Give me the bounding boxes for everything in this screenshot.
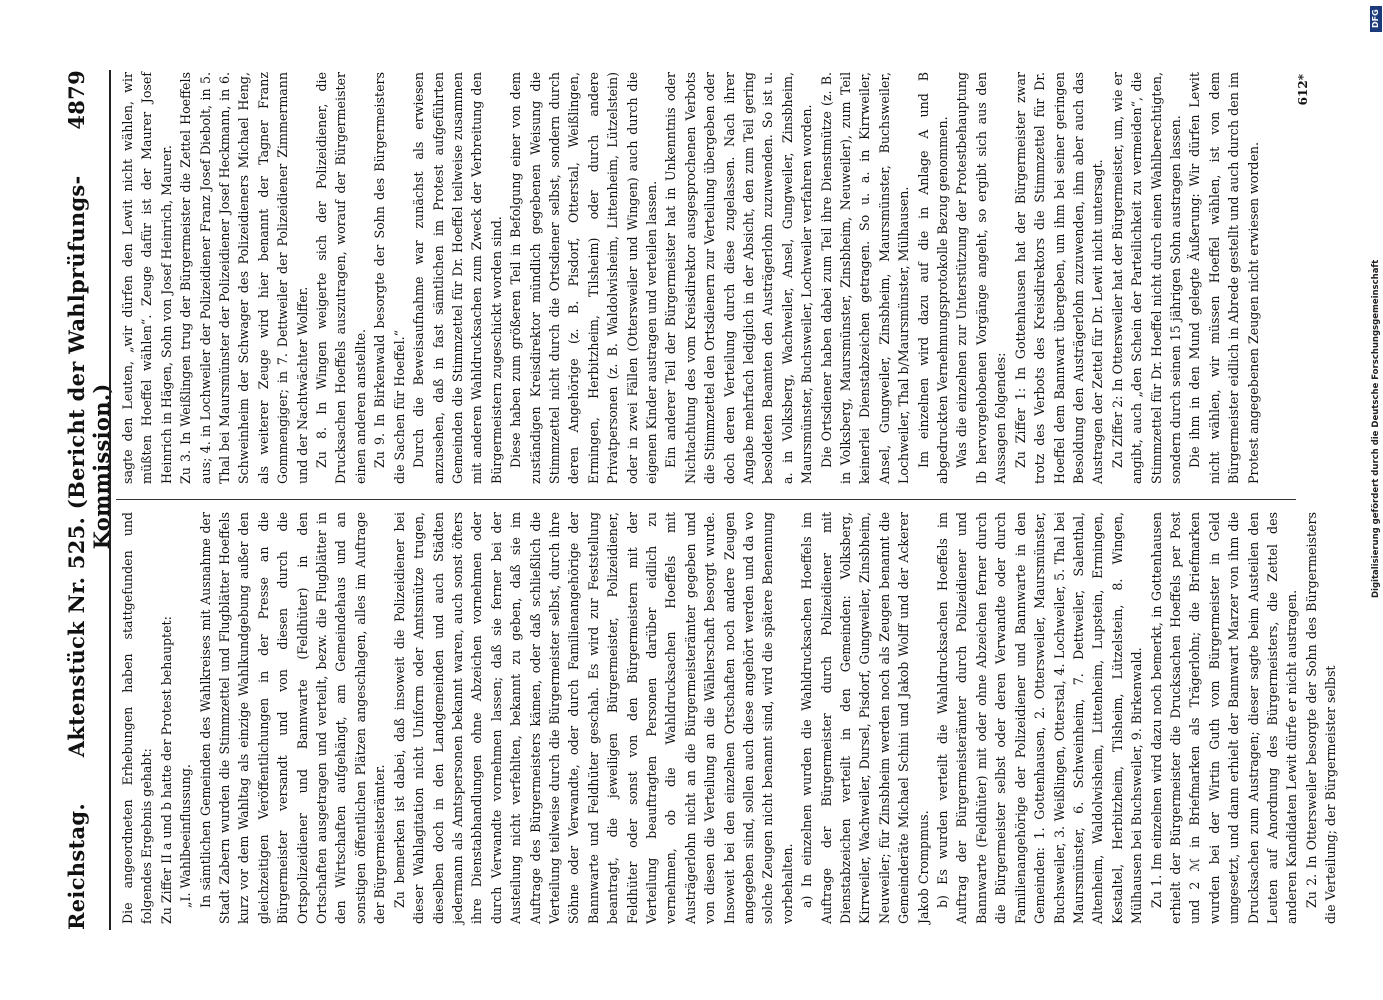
- right-column-paragraph: Diese haben zum größeren Teil in Befolgung einer von dem zuständigen Kreisdirektor mündlich gegebenen Weisung die Stimmzettel nicht durch die Ortsdiener selbst, sondern durch deren Angehörige (z. B. Pisdorf, Otterstal, Weißlingen, Ermingen, Herbitzheim, Tilsheim) oder durch andere Privatpersonen (z. B. Waldolwisheim, Littenheim, Lützelstein) oder in zwei Fällen (Ottersweiler und Wingen) auch durch die eigenen Kinder austragen und verteilen lassen.: [508, 72, 659, 484]
- digitization-note: Digitalisierung gefördert durch die Deutsche Forschungsgemeinschaft: [1371, 259, 1381, 598]
- left-column-paragraph: Die angeordneten Erhebungen haben stattgefunden und folgendes Ergebnis gehabt:: [120, 512, 155, 924]
- header-page-number: 4879: [64, 70, 89, 130]
- right-column-paragraph: Zu 3. In Weißlingen trug der Bürgermeister die Zettel Hoeffels aus; 4. in Lochweiler der Polizeidiener Franz Josef Diebolt, in 5. Thal bei Maursmünster der Polizeidiener Josef Heckmann, in 6. Schweinheim der Schwager des Polizeidieners Michael Heng, als weiterer Zeuge wird hier benannt der Tagner Franz Gommengiger; in 7. Dettweiler der Polizeidiener Zimmermann und der Nachtwächter Wolffer.: [178, 72, 310, 484]
- left-column-paragraph: „I. Wahlbeeinflussung.: [178, 764, 194, 908]
- column-divider: [116, 499, 1296, 500]
- header-rule: [109, 70, 111, 930]
- signature-mark: 612*: [1296, 74, 1310, 106]
- left-column-paragraph: a) In einzelnen wurden die Wahldrucksachen Hoeffels im Auftrage der Bürgermeister durch Polizeidiener mit Dienstabzeichen verteilt in den Gemeinden: Volksberg, Kirrweiler, Wachweiler, Dursel, Pisdorf, Gungweiler, Zinsbheim, Neuweiler; für Zinsbheim werden noch als Zeugen benannt die Gemeinderäte Michael Schini und Jakob Wolff und der Ackerer Jakob Crompmus.: [799, 512, 931, 924]
- left-text-column: [118, 512, 1341, 924]
- header-center: [64, 130, 114, 803]
- dfg-logo-icon: DFG: [1370, 6, 1382, 32]
- right-column-paragraph: Zu Ziffer 1: In Gottenhausen hat der Bürgermeister zwar trotz des Verbots des Kreisdirektors die Stimmzettel für Dr. Hoeffel dem Bannwart übergeben, um ihm bei seiner geringen Besoldung den Austrägerlohn zuzuwenden, ihm aber auch das Austragen der Zettel für Dr. Lewit nicht untersagt.: [1012, 72, 1106, 484]
- right-column-paragraph: Die ihm in den Mund gelegte Äußerung: Wir dürfen Lewit nicht wählen, wir müssen Hoeffel wählen, ist von dem Bürgermeister eidlich in Abrede gestellt und auch durch den im Protest angegebenen Zeugen nicht erwiesen worden.: [1187, 72, 1261, 484]
- header-report-title: (Bericht der Wahlprüfungs-Kommission.): [64, 175, 114, 550]
- right-column-paragraph: Zu 8. In Wingen weigerte sich der Polizeidiener, die Drucksachen Hoeffels auszutragen, worauf der Bürgermeister einen anderen anstellte.: [314, 72, 368, 484]
- left-column-paragraph: b) Es wurden verteilt die Wahldrucksachen Hoeffels im Auftrag der Bürgermeisterämter durch Polizeidiener und Bannwarte (Feldhüter) mit oder ohne Abzeichen ferner durch die Bürgermeister selbst oder deren Verwandte oder durch Familienangehörige der Polizeidiener und Bannwarte in den Gemeinden: 1. Gottenhausen, 2. Ottersweiler, Maursmünster, Buchsweiler, 3. Weißlingen, Otterstal, 4. Lochweiler, 5. Thal bei Maursmünster, 6. Schweinheim, 7. Dettweiler, Salenthal, Altenheim, Waldolwisheim, Littenheim, Lupstein, Ermingen, Kestaltel, Herbitzheim, Tilsheim, Lützelstein, 8. Wingen, Mülhausen bei Buchsweiler, 9. Birkenwald.: [935, 512, 1145, 924]
- right-text-column: [118, 72, 1263, 484]
- left-column-paragraph: In sämtlichen Gemeinden des Wahlkreises mit Ausnahme der Stadt Zabern wurden die Stimmzettel und Flugblätter Hoeffels kurz vor dem Wahltag als einzige Wahlkundgebung außer den gleichzeitigen Veröffentlichungen in der Presse an die Bürgermeister versandt und von diesen durch die Ortspolizeidiener und Bannwarte (Feldhüter) in den Ortschaften ausgetragen und verteilt, bezw. die Flugblätter in den Wirtschaften aufgehängt, am Gemeindehaus und an sonstigen öffentlichen Plätzen angeschlagen, alles im Auftrage der Bürgermeisterämter.: [197, 512, 388, 924]
- left-column-paragraph: Zu bemerken ist dabei, daß insoweit die Polizeidiener bei dieser Wahlagitation nicht Uniform oder Amtsmütze trugen, dieselben doch in den Landgemeinden und auch Städten jedermann als Amtspersonen bekannt waren, auch sonst öfters ihre Dienstabhandlungen ohne Abzeichen vornehmen oder durch Verwandte vornehmen lassen; daß sie ferner bei der Austeilung nicht verfehlten, bekannt zu geben, daß sie im Auftrage des Bürgermeisters kämen, oder daß schließlich die Verteilung teilweise durch die Bürgermeister selbst, durch ihre Söhne oder Verwandte, oder durch Familienangehörige der Bannwarte und Feldhüter geschah. Es wird zur Feststellung beantragt, die jeweiligen Bürgermeister, Polizeidiener, Feldhüter oder sonst von den Bürgermeistern mit der Verteilung beauftragten Personen darüber eidlich zu vernehmen, ob die Wahldrucksachen Hoeffels mit Austrägerlohn nicht an die Bürgermeisterämter gegeben und von diesen die Verteilung an die Wählerschaft besorgt wurde. Insoweit bei den einzelnen Ortschaften noch andere Zeugen angegeben sind, sollen auch diese angehört werden und da wo solche Zeugen nicht benannt sind, wird die spätere Benennung vorbehalten.: [391, 512, 795, 924]
- right-column-paragraph: Was die einzelnen zur Unterstützung der Protestbehauptung Ib hervorgehobenen Vorgänge angeht, so ergibt sich aus den Aussagen folgendes:: [954, 72, 1009, 484]
- right-column-paragraph: sagte den Leuten, „wir dürfen den Lewit nicht wählen, wir müßten Hoeffel wählen“. Zeuge dafür ist der Maurer Josef Heinrich in Hägen, Sohn von Josef Heinrich, Maurer.: [120, 72, 174, 484]
- right-column-paragraph: Die Ortsdiener haben dabei zum Teil ihre Dienstmütze (z. B. in Volksberg, Maursmünster, Zinsbheim, Neuweiler), zum Teil keinerlei Dienstabzeichen getragen. So u. a. in Kirrweiler, Ansel, Gungweiler, Zinsbheim, Maursmünster, Buchsweiler, Lochweiler, Thal b/Maursmünster, Mülhausen.: [818, 72, 912, 484]
- right-column-paragraph: Im einzelnen wird dazu auf die in Anlage A und B abgedruckten Vernehmungsprotokolle Bezug genommen.: [915, 72, 951, 484]
- left-column-paragraph: Zu Ziffer II a und b hatte der Protest behauptet:: [158, 616, 174, 924]
- left-column-paragraph: Zu 2. In Ottersweiler besorgte der Sohn des Bürgermeisters die Verteilung; der Bürgermeister selbst: [1303, 512, 1339, 924]
- right-column-paragraph: Durch die Beweisaufnahme war zunächst als erwiesen anzusehen, daß in fast sämtlichen im Protest aufgeführten Gemeinden die Stimmzettel für Dr. Hoeffel teilweise zusammen mit anderen Wahldrucksachen zum Zweck der Verbreitung den Bürgermeistern zugeschickt worden sind.: [411, 72, 504, 484]
- right-column-paragraph: Ein anderer Teil der Bürgermeister hat in Unkenntnis oder Nichtachtung des vom Kreisdirektor ausgesprochenen Verbots die Stimmzettel den Ortsdienern zur Verteilung übergeben oder doch deren Verteilung durch diese zugelassen. Nach ihrer Angabe mehrfach lediglich in der Absicht, den zum Teil gering besoldeten Beamten den Austrägerlohn zuzuwenden. So ist u. a. in Volksberg, Wachweiler, Ansel, Gungweiler, Zinsbheim, Maursmünster, Buchsweiler, Lochweiler verfahren worden.: [663, 72, 815, 484]
- page-header: [64, 70, 114, 930]
- right-column-paragraph: Zu 9. In Birkenwald besorgte der Sohn des Bürgermeisters die Sachen für Hoeffel.“: [372, 72, 407, 484]
- right-column-paragraph: Zu Ziffer 2: In Ottersweiler hat der Bürgermeister, um, wie er angibt, auch „den Schein der Parteilichkeit zu vermeiden“, die Stimmzettel für Dr. Hoeffel nicht durch einen Wahlberechtigten, sondern durch seinen 15 jährigen Sohn austragen lassen.: [1109, 72, 1183, 484]
- left-column-paragraph: Zu 1. Im einzelnen wird dazu noch bemerkt, in Gottenhausen erhielt der Bürgermeister die Drucksachen Hoeffels per Post und 2 ℳ in Briefmarken als Trägerlohn; die Briefmarken wurden bei der Wirtin Guth vom Bürgermeister in Geld umgesetzt, und dann erhielt der Bannwart Marzer von ihm die Drucksachen zum Austragen; dieser sagte beim Austeilen den Leuten auf Anordnung des Bürgermeisters, die Zettel des anderen Kandidaten Lewit dürfe er nicht austragen.: [1148, 512, 1300, 924]
- rotated-document-sheet: [26, 0, 1356, 1000]
- header-document-number: Aktenstück Nr. 525.: [64, 516, 89, 758]
- header-left: Reichstag.: [64, 803, 89, 930]
